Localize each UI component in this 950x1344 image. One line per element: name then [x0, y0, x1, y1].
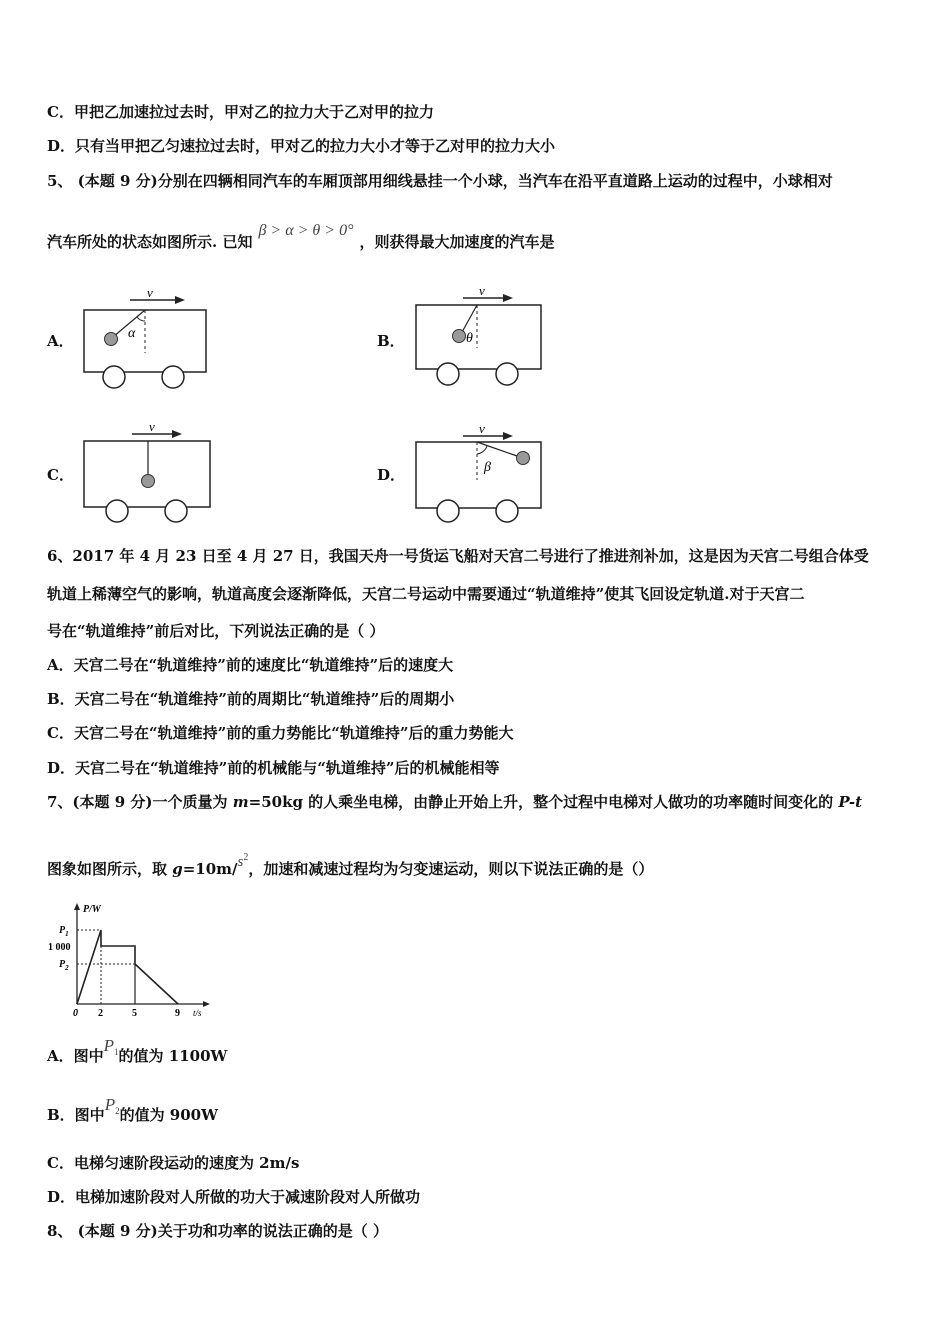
- x-tick-2: 2: [98, 1008, 103, 1019]
- car-c-diagram: [75, 418, 220, 528]
- alpha-label: α: [128, 326, 136, 341]
- q5-stem-text-b: ，则获得最大加速度的汽车是: [359, 233, 555, 251]
- ball: [517, 452, 530, 465]
- velocity-label: v: [147, 285, 153, 300]
- q4-option-c: C．甲把乙加速拉过去时，甲对乙的拉力大于乙对甲的拉力: [47, 103, 434, 121]
- q7-option-a-post: 的值为 1100W: [118, 1047, 228, 1065]
- y-tick-1000: 1 000: [48, 942, 71, 953]
- x-axis-label: t/s: [193, 1008, 202, 1018]
- q5-label-a: A．: [47, 332, 74, 350]
- x-tick-9: 9: [175, 1008, 180, 1019]
- q7-option-a-pre: A．图中: [47, 1047, 104, 1065]
- q5-stem-line1: 5、 (本题 9 分)分别在四辆相同汽车的车厢顶部用细线悬挂一个小球，当汽车在沿平直道路上运动的过程中，小球相对: [47, 172, 833, 190]
- p2-label: $P_2$: [59, 959, 69, 972]
- wheel-front: [496, 500, 518, 522]
- q5-angle-inequality: β > α > θ > 0°: [258, 222, 354, 239]
- q7-option-b-post: 的值为 900W: [119, 1106, 218, 1124]
- q7-pt-symbol: P-t: [838, 793, 863, 811]
- ball: [142, 475, 155, 488]
- p1-label: $P_1$: [59, 925, 69, 938]
- car-body: [416, 305, 541, 369]
- q7-stem-text-a2: 图象如图所示，取: [47, 860, 173, 878]
- q7-stem-line2: [47, 854, 653, 880]
- q7-option-b: [47, 1095, 218, 1131]
- q6-option-b: B．天宫二号在“轨道维持”前的周期比“轨道维持”后的周期小: [47, 690, 455, 708]
- velocity-arrowhead: [175, 296, 185, 304]
- wheel-rear: [437, 500, 459, 522]
- velocity-arrowhead: [503, 432, 513, 440]
- q4-option-d: D．只有当甲把乙匀速拉过去时，甲对乙的拉力大小才等于乙对甲的拉力大小: [47, 137, 556, 155]
- q7-option-d: D．电梯加速阶段对人所做的功大于减速阶段对人所做功: [47, 1188, 421, 1206]
- car-a-diagram: [75, 285, 215, 395]
- q6-stem-line1: 6、2017 年 4 月 23 日至 4 月 27 日，我国天舟一号货运飞船对天宫二号进行了推进剂补加，这是因为天宫二号组合体受: [47, 547, 869, 565]
- q7-mass-symbol: m: [232, 793, 249, 811]
- q7-stem-text-c: ，加速和减速过程均为匀变速运动，则以下说法正确的是（）: [248, 860, 654, 878]
- q7-option-b-subscript: 2: [115, 1106, 120, 1116]
- angle-arc: [477, 446, 487, 454]
- q5-stem-text-a: 汽车所处的状态如图所示. 已知: [47, 233, 253, 251]
- q6-option-c: C．天宫二号在“轨道维持”前的重力势能比“轨道维持”后的重力势能大: [47, 724, 514, 742]
- q7-option-b-symbol: P: [104, 1095, 116, 1114]
- q7-option-a-subscript: 1: [114, 1047, 119, 1057]
- string: [461, 305, 477, 334]
- beta-label: β: [484, 460, 491, 475]
- q7-stem-text-a: 7、(本题 9 分)一个质量为: [47, 793, 233, 811]
- car-body: [84, 441, 210, 507]
- q6-stem-line3: 号在“轨道维持”前后对比，下列说法正确的是（ ）: [47, 622, 385, 640]
- power-curve: [77, 930, 178, 1004]
- car-b-diagram: [405, 280, 550, 390]
- wheel-front: [496, 363, 518, 385]
- q7-option-a: [47, 1036, 228, 1072]
- q7-stem-line1: [47, 792, 862, 812]
- velocity-label: v: [149, 419, 155, 434]
- wheel-front: [162, 366, 184, 388]
- q7-g-symbol: g: [172, 860, 183, 878]
- q6-option-d: D．天宫二号在“轨道维持”前的机械能与“轨道维持”后的机械能相等: [47, 759, 500, 777]
- pt-graph: [45, 898, 220, 1020]
- q7-stem-text-b: =50kg 的人乘坐电梯，由静止开始上升，整个过程中电梯对人做功的功率随时间变化的: [248, 793, 839, 811]
- velocity-label: v: [479, 283, 485, 298]
- q5-label-b: B．: [377, 332, 405, 350]
- q6-stem-line2: 轨道上稀薄空气的影响，轨道高度会逐渐降低，天宫二号运动中需要通过“轨道维持”使其飞回设定轨道.对于天宫二: [47, 585, 805, 603]
- string: [477, 442, 517, 456]
- velocity-arrowhead: [172, 430, 182, 438]
- y-axis-arrow: [74, 903, 80, 910]
- wheel-rear: [437, 363, 459, 385]
- velocity-arrowhead: [503, 294, 513, 302]
- x-tick-0: 0: [73, 1008, 78, 1019]
- q5-label-d: D．: [377, 466, 406, 484]
- q7-stem-text-b2: =10m/: [182, 860, 238, 878]
- q5-stem-line2: [47, 222, 555, 253]
- angle-arc: [137, 317, 145, 321]
- theta-label: θ: [466, 331, 473, 346]
- wheel-front: [165, 500, 187, 522]
- q7-option-c: C．电梯匀速阶段运动的速度为 2m/s: [47, 1154, 300, 1172]
- q5-label-c: C．: [47, 466, 74, 484]
- q7-option-b-pre: B．图中: [47, 1106, 105, 1124]
- q8-stem: 8、 (本题 9 分)关于功和功率的说法正确的是（ ）: [47, 1222, 388, 1240]
- velocity-label: v: [479, 421, 485, 436]
- wheel-rear: [106, 500, 128, 522]
- q6-option-a: A．天宫二号在“轨道维持”前的速度比“轨道维持”后的速度大: [47, 656, 454, 674]
- car-d-diagram: [405, 418, 550, 528]
- wheel-rear: [103, 366, 125, 388]
- y-axis-label: P/W: [83, 904, 101, 915]
- x-tick-5: 5: [132, 1008, 137, 1019]
- q7-s-symbol: s: [237, 854, 244, 870]
- ball: [453, 330, 466, 343]
- q7-s-exponent: 2: [243, 852, 249, 863]
- x-axis-arrow: [203, 1001, 210, 1007]
- q7-option-a-symbol: P: [103, 1036, 115, 1055]
- ball: [105, 333, 118, 346]
